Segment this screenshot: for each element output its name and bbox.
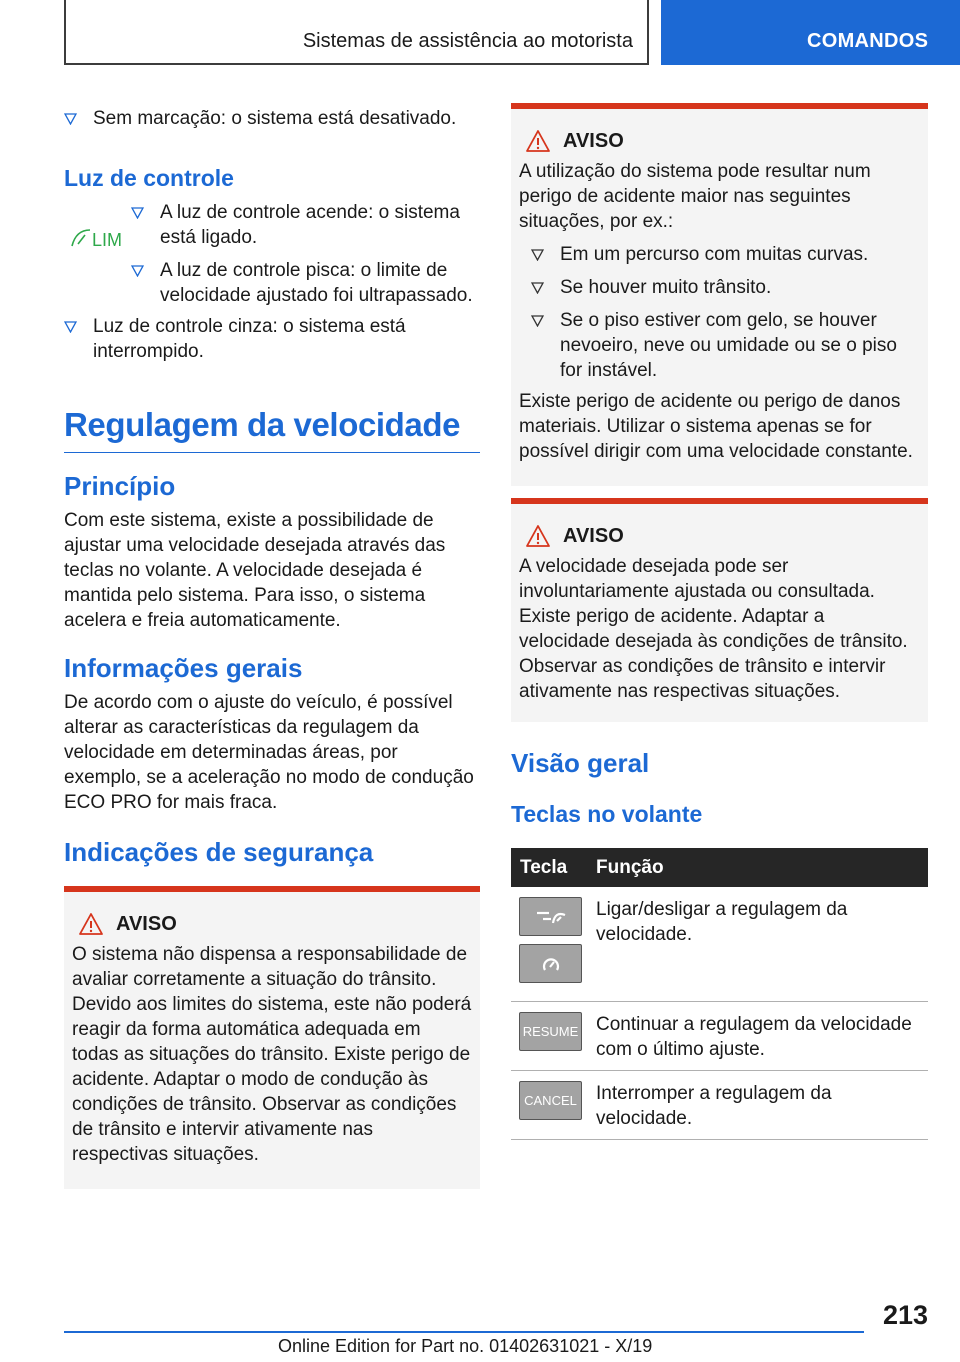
footer-edition: Online Edition for Part no. 01402631021 - X/19: [278, 1336, 653, 1356]
left-column: [64, 100, 480, 1189]
warning-box: [64, 886, 480, 1189]
speed-limit-indicator-icon: LIM: [70, 220, 122, 250]
cruise-control-pause-button: [519, 944, 582, 983]
list-item: Se o piso estiver com gelo, se houver nevoeiro, neve ou umidade ou se o piso for instável.: [531, 308, 920, 383]
warning-text: A velocidade desejada pode ser involuntariamente ajustada ou consultada. Existe perigo de acidente. Adaptar a velocidade desejada às condições de trânsito. Observar as condições de trânsito e intervir ativamente nas respectivas situações.: [519, 556, 908, 702]
triangle-bullet-icon: [64, 321, 77, 333]
page-number: 213: [882, 1300, 928, 1330]
table-row: [511, 1002, 928, 1071]
cruise-control-on-off-button: [519, 897, 582, 936]
triangle-bullet-icon: [531, 282, 544, 294]
column-header-function: Função: [596, 856, 664, 878]
function-text: Ligar/desligar a regulagem da velocidade.: [596, 899, 848, 945]
triangle-bullet-icon: [531, 249, 544, 261]
speedometer-icon: [539, 952, 563, 976]
warning-box: [511, 103, 928, 486]
table-row: [511, 1071, 928, 1140]
table-header: [511, 848, 928, 887]
triangle-bullet-icon: [131, 207, 144, 219]
warning-intro: A utilização do sistema pode resultar num perigo de acidente maior nas seguintes situações, por ex.:: [519, 161, 871, 232]
list-item: Em um percurso com muitas curvas.: [531, 242, 920, 267]
warning-triangle-icon: [525, 129, 551, 153]
warning-title: AVISO: [72, 912, 472, 936]
right-column: [511, 103, 928, 1140]
function-text: Continuar a regulagem da velocidade com o último ajuste.: [596, 1014, 912, 1060]
general-text: De acordo com o ajuste do veículo, é possível alterar as características da regulagem da velocidade em determinadas áreas, por exemplo, se a aceleração no modo de condução ECO PRO for mais fraca.: [64, 692, 474, 813]
cancel-button: CANCEL: [519, 1081, 582, 1120]
warning-triangle-icon: [525, 524, 551, 548]
keys-table: [511, 848, 928, 1140]
section-title: Sistemas de assistência ao motorista: [302, 30, 633, 52]
main-heading: Regulagem da velocidade: [64, 406, 480, 453]
overview-heading: Visão geral: [511, 748, 650, 778]
principle-text: Com este sistema, existe a possibilidade de ajustar uma velocidade desejada através das teclas no volante. A velocidade desejada é mantida pelo sistema. Para isso, o sistema acelera e freia automaticamente.: [64, 510, 446, 631]
warning-title: AVISO: [519, 524, 920, 548]
triangle-bullet-icon: [131, 265, 144, 277]
control-light-heading: Luz de controle: [64, 165, 234, 191]
warning-box: [511, 498, 928, 722]
column-header-key: Tecla: [520, 856, 568, 878]
list-item: Se houver muito trânsito.: [531, 275, 920, 300]
warning-text: O sistema não dispensa a responsabilidade de avaliar corretamente a situação do trânsito. Devido aos limites do sistema, este não poderá reagir da forma automática adequada em todas as situações do trânsito. Existe perigo de acidente. Adaptar o modo de condução às condições de trânsito. Observar as condições de trânsito e intervir ativamente nas respectivas situações.: [72, 944, 472, 1165]
function-text: Interromper a regulagem da velocidade.: [596, 1083, 832, 1129]
list-item: Sem marcação: o sistema está desativado.: [64, 106, 480, 131]
safety-heading: Indicações de segurança: [64, 837, 374, 867]
warning-triangle-icon: [78, 912, 104, 936]
header-section-box: [64, 0, 649, 65]
principle-heading: Princípio: [64, 471, 176, 501]
table-row: [511, 887, 928, 1002]
keys-heading: Teclas no volante: [511, 801, 703, 827]
list-item: A luz de controle pisca: o limite de velocidade ajustado foi ultrapassado.: [131, 258, 481, 308]
warning-outro: Existe perigo de acidente ou perigo de danos materiais. Utilizar o sistema apenas se for possível dirigir com uma velocidade constante.: [519, 391, 913, 462]
general-heading: Informações gerais: [64, 653, 303, 683]
chapter-title: COMANDOS: [807, 30, 929, 52]
control-light-block: [64, 200, 480, 308]
triangle-bullet-icon: [531, 315, 544, 327]
list-item: Luz de controle cinza: o sistema está interrompido.: [64, 314, 480, 364]
resume-button: RESUME: [519, 1012, 582, 1051]
header-chapter-tab: [661, 0, 960, 65]
list-item: A luz de controle acende: o sistema está ligado.: [131, 200, 481, 250]
speedometer-arrow-icon: [533, 905, 569, 929]
triangle-bullet-icon: [64, 113, 77, 125]
warning-title: AVISO: [519, 129, 920, 153]
footer-divider: [64, 1331, 864, 1333]
